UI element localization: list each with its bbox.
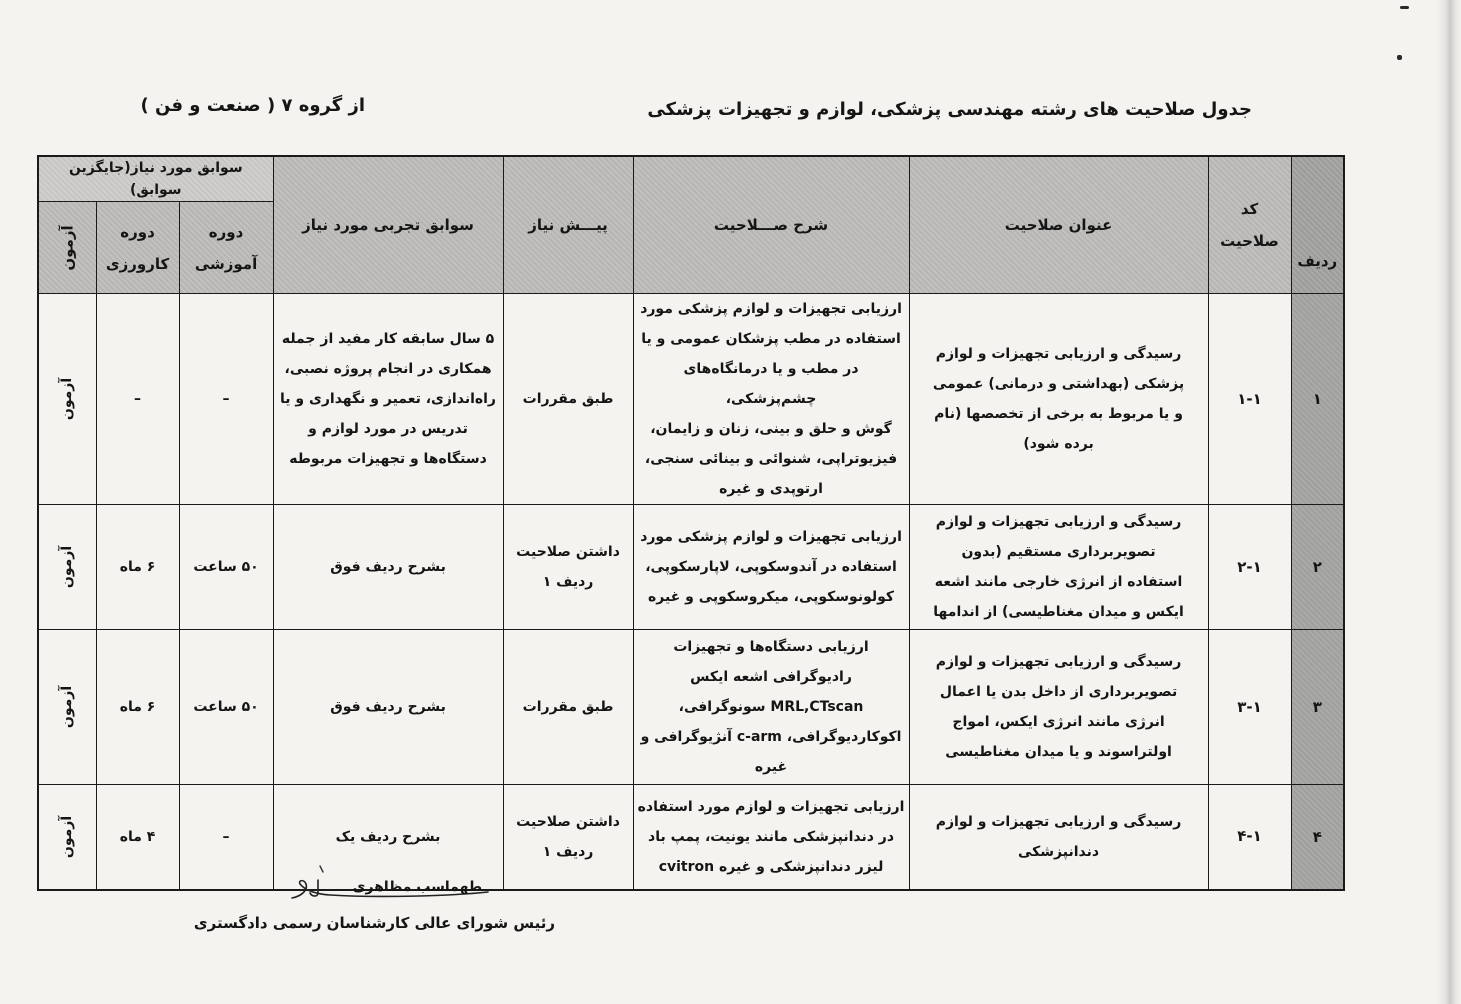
code-value: ۲-۱ — [1237, 557, 1262, 576]
group-label: از گروه ۷ ( صنعت و فن ) — [140, 95, 365, 116]
signatory-position: رئیس شورای عالی کارشناسان رسمی دادگستری — [193, 914, 555, 932]
cell-code — [1208, 505, 1291, 630]
cell-code — [1208, 294, 1291, 505]
exam-label: آزمون — [59, 545, 76, 589]
header-row-number: ردیف — [1291, 156, 1344, 294]
cell-experience: بشرح ردیف فوق — [273, 630, 503, 785]
scan-speck — [1400, 6, 1409, 9]
header-experience: سوابق تجربی مورد نیاز — [273, 156, 503, 294]
cell-code — [1208, 630, 1291, 785]
header-internship: دوره کارورزی — [96, 202, 179, 294]
cell-row-number: ۴ — [1291, 785, 1344, 890]
scanner-edge-shadow — [1437, 0, 1461, 1004]
signatory-name: طهماسب مظاهری — [352, 879, 482, 895]
code-value: ۴-۱ — [1237, 827, 1262, 846]
cell-row-number: ۲ — [1291, 505, 1344, 630]
cell-prerequisite: داشتن صلاحیت ردیف ۱ — [503, 505, 633, 630]
header-title: عنوان صلاحیت — [909, 156, 1208, 294]
cell-training: – — [179, 785, 273, 890]
cell-prerequisite: داشتن صلاحیت ردیف ۱ — [503, 785, 633, 890]
code-value: ۳-۱ — [1237, 697, 1262, 716]
cell-experience: بشرح ردیف فوق — [273, 505, 503, 630]
table-row — [38, 294, 1344, 505]
table-row — [38, 785, 1344, 890]
cell-exam — [38, 630, 96, 785]
cell-title: رسیدگی و ارزیابی تجهیزات و لوازم تصویربرداری مستقیم (بدون استفاده از انرژی خارجی مانند اشعه ایکس و میدان مغناطیسی) از اندامها — [909, 505, 1208, 630]
header-prerequisite: پیـــش نیاز — [503, 156, 633, 294]
cell-prerequisite: طبق مقررات — [503, 294, 633, 505]
header-alternatives-group: سوابق مورد نیاز(جایگزین سوابق) — [38, 156, 273, 202]
cell-title: رسیدگی و ارزیابی تجهیزات و لوازم دندانپزشکی — [909, 785, 1208, 890]
cell-description: ارزیابی تجهیزات و لوازم پزشکی مورد استفاده در آندوسکوپی، لاپارسکوپی، کولونوسکوپی، میکروسکوپی و غیره — [633, 505, 909, 630]
cell-description: ارزیابی دستگاه‌ها و تجهیزات رادیوگرافی اشعه ایکس MRL,CTscan سونوگرافی، اکوکاردیوگرافی، c-arm آنژیوگرافی و غیره — [633, 630, 909, 785]
cell-exam — [38, 294, 96, 505]
header-exam-label: آزمون — [58, 224, 77, 271]
cell-experience: ۵ سال سابقه کار مفید از جمله همکاری در انجام پروژه نصبی، راه‌اندازی، تعمیر و نگهداری و یا تدریس در مورد لوازم و دستگاه‌ها و تجهیزات مربوطه — [273, 294, 503, 505]
cell-exam — [38, 505, 96, 630]
cell-experience: بشرح ردیف یک — [273, 785, 503, 890]
cell-training: ۵۰ ساعت — [179, 505, 273, 630]
cell-prerequisite: طبق مقررات — [503, 630, 633, 785]
cell-training: ۵۰ ساعت — [179, 630, 273, 785]
document-title: جدول صلاحیت های رشته مهندسی پزشکی، لوازم و تجهیزات پزشکی — [647, 99, 1252, 120]
cell-description: ارزیابی تجهیزات و لوازم مورد استفاده در دندانپزشکی مانند یونیت، پمپ باد لیزر دندانپزشکی و غیره cvitron — [633, 785, 909, 890]
table-row — [38, 630, 1344, 785]
cell-description: ارزیابی تجهیزات و لوازم پزشکی مورد استفاده در مطب پزشکان عمومی و یا در مطب و یا درمانگاه‌های چشم‌پزشکی، گوش و حلق و بینی، زنان و زایمان، فیزیوتراپی، شنوائی و بینائی سنجی، ارتوپدی و غیره — [633, 294, 909, 505]
header-training: دوره آموزشی — [179, 202, 273, 294]
exam-label: آزمون — [59, 815, 76, 858]
scan-speck — [1397, 55, 1402, 60]
cell-row-number: ۳ — [1291, 630, 1344, 785]
cell-internship: ۶ ماه — [96, 505, 179, 630]
header-row — [38, 156, 1344, 202]
exam-label: آزمون — [59, 377, 76, 421]
exam-label: آزمون — [59, 685, 76, 729]
table-row — [38, 505, 1344, 630]
cell-exam — [38, 785, 96, 890]
cell-internship: ۶ ماه — [96, 630, 179, 785]
cell-row-number: ۱ — [1291, 294, 1344, 505]
cell-internship: ۴ ماه — [96, 785, 179, 890]
cell-internship: – — [96, 294, 179, 505]
header-code: کد صلاحیت — [1208, 156, 1291, 294]
header-exam — [38, 202, 96, 294]
cell-title: رسیدگی و ارزیابی تجهیزات و لوازم تصویربرداری از داخل بدن یا اعمال انرژی مانند انرژی ایکس، امواج اولتراسوند و یا میدان مغناطیسی — [909, 630, 1208, 785]
cell-code — [1208, 785, 1291, 890]
cell-title: رسیدگی و ارزیابی تجهیزات و لوازم پزشکی (بهداشتی و درمانی) عمومی و یا مربوط به برخی از تخصصها (نام برده شود) — [909, 294, 1208, 505]
code-value: ۱-۱ — [1237, 389, 1262, 408]
competency-table — [37, 155, 1345, 891]
header-description: شرح صـــلاحیت — [633, 156, 909, 294]
cell-training: – — [179, 294, 273, 505]
